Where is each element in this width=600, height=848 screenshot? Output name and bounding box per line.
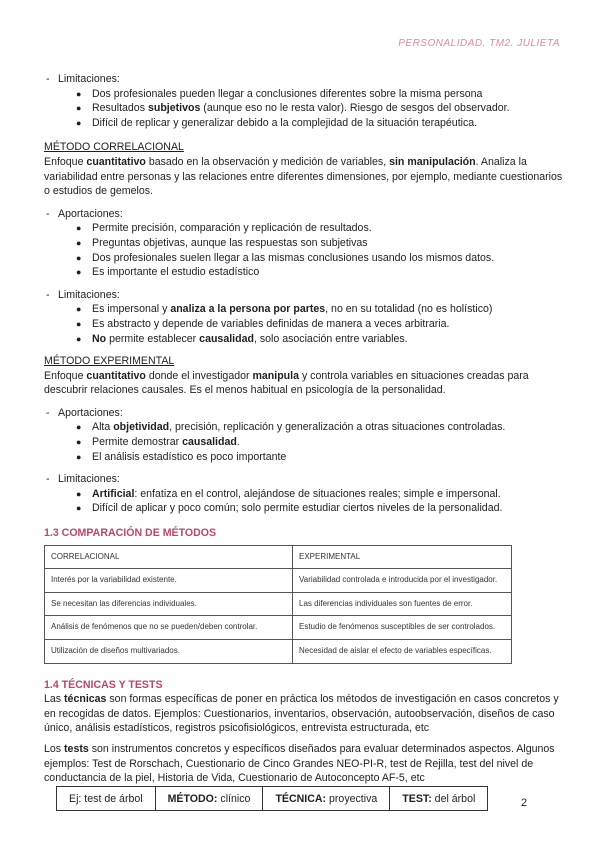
table-row	[45, 616, 512, 640]
table-cell: Análisis de fenómenos que no se pueden/deben controlar.	[45, 616, 293, 640]
table-row	[45, 569, 512, 593]
table-cell: Se necesitan las diferencias individuales.	[45, 592, 293, 616]
list-item: ● Dos profesionales pueden llegar a conclusiones diferentes sobre la misma persona	[92, 87, 564, 102]
list-item: ● Alta objetividad, precisión, replicación y generalización a otras situaciones controladas.	[92, 420, 564, 435]
table-row	[45, 592, 512, 616]
list-item: ● Permite precisión, comparación y replicación de resultados.	[92, 221, 564, 236]
techniques-section-title: 1.4 TÉCNICAS Y TESTS	[44, 678, 163, 691]
list-item: ● No permite establecer causalidad, solo asociación entre variables.	[92, 332, 564, 347]
page-content	[44, 70, 564, 786]
correlational-limitations-heading: - Limitaciones:	[44, 288, 564, 303]
list-item: ● Es importante el estudio estadístico	[92, 265, 564, 280]
running-header: PERSONALIDAD. TM2. JULIETA	[398, 38, 560, 49]
list-item: ● El análisis estadístico es poco importante	[92, 450, 564, 465]
techniques-paragraph: Las técnicas son formas específicas de poner en práctica los métodos de investigación en casos concretos y en recogidas de datos. Ejemplos: Cuestionarios, inventarios, observación, autoobservación, diseños de caso único, análisis estadísticos, registros psicofisiológicos, entrevista estructurada, etc	[44, 693, 559, 735]
table-cell: Estudio de fenómenos susceptibles de ser controlados.	[293, 616, 512, 640]
example-cell: Ej: test de árbol	[57, 787, 156, 811]
example-table	[56, 786, 488, 811]
table-row	[45, 640, 512, 664]
page-number: 2	[521, 797, 528, 809]
table-cell: EXPERIMENTAL	[293, 545, 512, 569]
correlational-title: MÉTODO CORRELACIONAL	[44, 141, 184, 154]
experimental-intro: Enfoque cuantitativo donde el investigador manipula y controla variables en situaciones creadas para descubrir relaciones causales. Es el menos habitual en psicología de la personalidad.	[44, 369, 529, 397]
correlational-intro: Enfoque cuantitativo basado en la observación y medición de variables, sin manipulación. Analiza la variabilidad entre personas y las relaciones entre diferentes dimensiones, por ejemplo, mediante cuestionarios o estudios de gemelos.	[44, 155, 563, 198]
comparison-table	[44, 545, 512, 664]
comparison-section-title: 1.3 COMPARACIÓN DE MÉTODOS	[44, 527, 217, 540]
limitations-heading: - Limitaciones:	[44, 72, 564, 87]
table-cell: Las diferencias individuales son fuentes de error.	[293, 592, 512, 616]
list-item: ● Resultados subjetivos (aunque eso no le resta valor). Riesgo de sesgos del observador.	[92, 101, 564, 116]
example-cell: TEST: del árbol	[390, 787, 488, 811]
correlational-contributions-heading: - Aportaciones:	[44, 207, 564, 222]
table-row	[45, 545, 512, 569]
table-cell: CORRELACIONAL	[45, 545, 293, 569]
list-item: ● Difícil de aplicar y poco común; solo permite estudiar ciertos niveles de la personalidad.	[92, 501, 564, 516]
experimental-limitations-heading: - Limitaciones:	[44, 472, 564, 487]
list-item: ● Permite demostrar causalidad.	[92, 435, 564, 450]
table-cell: Necesidad de aislar el efecto de variables específicas.	[293, 640, 512, 664]
example-cell: TÉCNICA: proyectiva	[263, 787, 390, 811]
list-item: ● Artificial: enfatiza en el control, alejándose de situaciones reales; simple e impersonal.	[92, 487, 564, 502]
list-item: ● Preguntas objetivas, aunque las respuestas son subjetivas	[92, 236, 564, 251]
table-cell: Variabilidad controlada e introducida por el investigador.	[293, 569, 512, 593]
experimental-contributions-list	[44, 420, 564, 464]
correlational-contributions-list	[44, 221, 564, 279]
table-cell: Interés por la variabilidad existente.	[45, 569, 293, 593]
list-item: ● Es impersonal y analiza a la persona por partes, no en su totalidad (no es holístico)	[92, 302, 564, 317]
table-cell: Utilización de diseños multivariados.	[45, 640, 293, 664]
correlational-limitations-list	[44, 302, 564, 346]
list-item: ● Es abstracto y depende de variables definidas de manera a veces arbitraria.	[92, 317, 564, 332]
list-item: ● Dos profesionales suelen llegar a las mismas conclusiones usando los mismos datos.	[92, 251, 564, 266]
list-item: ● Difícil de replicar y generalizar debido a la complejidad de la situación terapéutica.	[92, 116, 564, 131]
example-cell: MÉTODO: clínico	[155, 787, 263, 811]
experimental-limitations-list	[44, 487, 564, 516]
experimental-contributions-heading: - Aportaciones:	[44, 406, 564, 421]
tests-paragraph: Los tests son instrumentos concretos y específicos diseñados para evaluar determinados aspectos. Algunos ejemplos: Test de Rorschach, Cuestionario de Cinco Grandes NEO-PI-R, test de Rejilla, test del nivel de conductancia de la piel, Historia de Vida, Cuestionario de Autoconcepto AF-5, etc	[44, 742, 555, 785]
limitations-list	[44, 87, 564, 131]
experimental-title: MÉTODO EXPERIMENTAL	[44, 355, 175, 368]
